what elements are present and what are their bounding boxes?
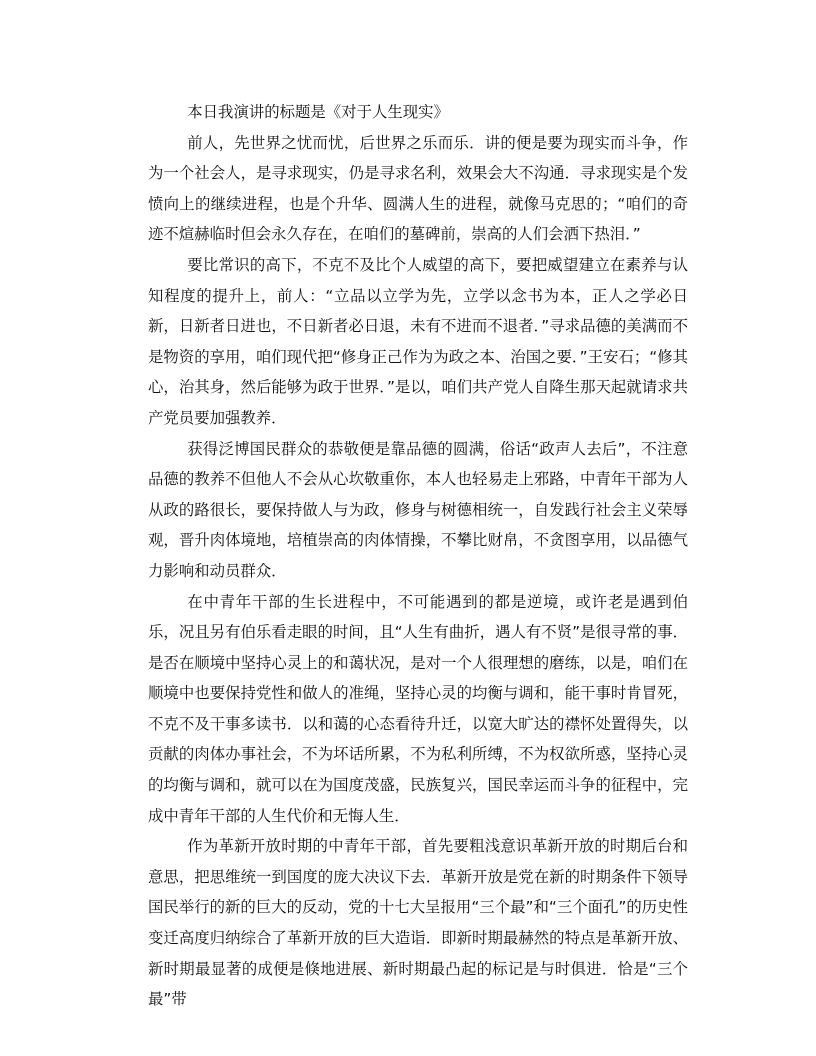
document-body [148, 97, 688, 1015]
paragraph-4: 在中青年干部的生长进程中，不可能遇到的都是逆境，或许老是遇到伯乐，况且另有伯乐看走眼的时间，且“人生有曲折，遇人有不贤”是很寻常的事．是否在顺境中坚持心灵上的和蔼状况，是对一个人很理想的磨练，以是，咱们在顺境中也要保持党性和做人的准绳，坚持心灵的均衡与调和，能干事时肯冒死，不克不及干事多读书．以和蔼的心态看待升迁，以宽大旷达的襟怀处置得失，以贡献的肉体办事社会，不为坏话所累，不为私利所缚，不为权欲所惑，坚持心灵的均衡与调和，就可以在为国度茂盛，民族复兴，国民幸运而斗争的征程中，完成中青年干部的人生代价和无悔人生． [148, 592, 688, 825]
paragraph-3: 获得泛博国民群众的恭敬便是靠品德的圆满，俗话“政声人去后”，不注意品德的教养不但他人不会从心坎敬重你，本人也轻易走上邪路，中青年干部为人从政的路很长，要保持做人与为政，修身与树德相统一，自发践行社会主义荣辱观，晋升肉体境地，培植崇高的肉体情操，不攀比财帛，不贪图享用，以品德气力影响和动员群众． [148, 439, 688, 580]
speech-title-line: 本日我演讲的标题是《对于人生现实》 [187, 103, 449, 121]
paragraph-1: 前人，先世界之忧而忧，后世界之乐而乐．讲的便是要为现实而斗争，作为一个社会人，是寻求现实，仍是寻求名利，效果会大不沟通．寻求现实是个发愤向上的继续进程，也是个升华、圆满人生的进程，就像马克思的；“咱们的奇迹不煊赫临时但会永久存在，在咱们的墓碑前，崇高的人们会洒下热泪．” [148, 133, 688, 244]
paragraph-5: 作为革新开放时期的中青年干部，首先要粗浅意识革新开放的时期后台和意思，把思维统一到国度的庞大决议下去．革新开放是党在新的时期条件下领导国民举行的新的巨大的反动，党的十七大呈报用“三个最”和“三个面孔”的历史性变迁高度归纳综合了革新开放的巨大造诣．即新时期最赫然的特点是革新开放、新时期最显著的成便是倏地进展、新时期最凸起的标记是与时俱进．恰是“三个最”带 [148, 837, 688, 1009]
paragraph-2: 要比常识的高下，不克不及比个人威望的高下，要把威望建立在素养与认知程度的提升上，前人：“立品以立学为先，立学以念书为本，正人之学必日新，日新者日进也，不日新者必日退，未有不进而不退者．”寻求品德的美满而不是物资的享用，咱们现代把“修身正己作为为政之本、治国之要．”王安石；“修其心，治其身，然后能够为政于世界．”是以，咱们共产党人自降生那天起就请求共产党员要加强教养． [148, 255, 688, 427]
